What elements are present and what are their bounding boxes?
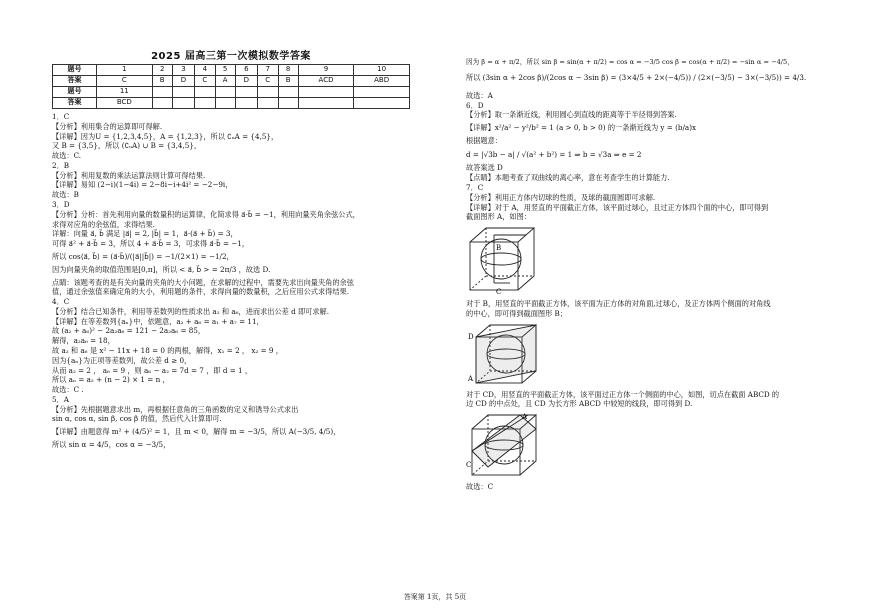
table-cell: B [152,76,172,87]
table-cell: 5 [215,65,235,76]
table-cell: 3 [172,65,194,76]
answer-table [52,64,410,109]
text-line: 6．D [466,100,484,110]
cube-figure-c [466,411,542,479]
text-line: 根据题意： [466,135,502,145]
cube-label-b: B [496,244,502,253]
text-line: 【分析】分析：首先利用向量的数量积的运算律，化简求得 a⃗·b⃗ = −1，利用向量夹角余弦公式， [52,209,360,219]
text-line: 所以 sin α = 4/5，cos α = −3/5， [52,440,171,449]
cube-label-a: A [468,374,474,383]
text-line: 故选：C [466,482,494,492]
table-cell [215,98,235,109]
table-cell [235,98,257,109]
text-line: 故 a₂ 和 a₆ 是 x² − 11x + 18 = 0 的两根，解得，x₁ = 2 ， x₂ = 9 ， [52,345,283,355]
text-line: 可得 a⃗² + a⃗·b⃗ = 3，所以 4 + a⃗·b⃗ = 3，可求得 a⃗·b⃗ = −1， [52,239,250,249]
table-cell: ABD [354,76,410,87]
table-cell: A [215,76,235,87]
text-line: 【分析】利用正方体内切球的性质，及球的截面圆即可求解. [466,192,656,202]
table-cell: D [172,76,194,87]
table-cell: 10 [354,65,410,76]
table-cell: 6 [235,65,257,76]
text-line: 故选：A [466,90,493,100]
text-line: 因为 β = α + π/2，所以 sin β = sin(α + π/2) = cos α = −3/5 cos β = cos(α + π/2) = −sin α = −4/5， [466,58,794,66]
cube-label-c: C [496,288,502,297]
table-cell: BCD [97,98,153,109]
text-line: 因为向量夹角的取值范围是[0,π]，所以 < a⃗, b⃗ > = 2π/3 ，故选 D. [52,264,271,274]
text-line: 的中心，即可得到截面图形 B； [466,308,568,318]
table-cell: 题号 [53,65,97,76]
text-line: 5．A [52,394,69,404]
left-column [52,112,410,453]
text-line: 所以 cos⟨a⃗, b⃗⟩ = (a⃗·b⃗)/(|a⃗||b⃗|) = −1/(2×1) = −1/2， [52,251,234,261]
text-line: 【分析】取一条渐近线，利用圆心到直线的距离等于半径得到答案. [466,110,677,120]
table-cell: 7 [258,65,279,76]
text-line: 故选：C . [52,385,84,395]
cube-label-d: D [468,332,474,341]
table-row [53,65,410,76]
text-line: 【分析】结合已知条件，利用等差数列的性质求出 a₂ 和 a₆，进而求出公差 d 即可求解. [52,306,330,316]
text-line: 故选：C. [52,151,82,161]
text-line: 又 B = {3,5}，所以 (∁ᵤA) ∪ B = {3,4,5}， [52,141,202,151]
text-line: 详解：向量 a⃗, b⃗ 满足 |a⃗| = 2, |b⃗| = 1，a⃗·(a⃗ + b⃗) = 3， [52,229,238,239]
table-cell [172,98,194,109]
text-line: 故选：B [52,190,79,200]
text-line: 边 CD 的中点处，且 CD 为长方形 ABCD 中较短的线段，即可得到 D. [466,399,693,409]
text-line: 【分析】利用集合的运算即可得解. [52,121,163,131]
table-cell [278,98,298,109]
table-cell [152,87,172,98]
text-line: 所以 (3sin α + 2cos β)/(2cos α − 3sin β) = (3×4/5 + 2×(−4/5)) / (2×(−3/5) − 3×(−3/5)) = 4/3. [466,72,807,82]
table-cell: 8 [278,65,298,76]
table-cell: C [258,76,279,87]
table-cell [215,87,235,98]
text-line: 从而 a₂ = 2 ， a₆ = 9 ，则 a₆ − a₂ = 7d = 7 ，即 d = 1 ， [52,365,253,375]
text-line: sin α, cos α, sin β, cos β 的值，然后代入计算即可. [52,414,222,424]
table-cell: 2 [152,65,172,76]
table-cell [152,98,172,109]
cube-label-a: A [522,413,528,422]
table-cell: 答案 [53,98,97,109]
cube-figure-a [466,224,538,296]
text-line: 值，通过余弦值来确定角的大小，利用题的条件，求得向量的数量积，之后应用公式求得结果. [52,287,349,297]
table-cell [258,98,279,109]
text-line: 2．B [52,160,70,170]
text-line: 【详解】对于 A，用竖直的平面截正方体，该平面过球心，且过正方体四个面的中心，即可得到 [466,202,769,212]
table-cell: C [195,76,216,87]
table-cell: 答案 [53,76,97,87]
table-cell [354,98,410,109]
table-cell: D [235,76,257,87]
table-cell [195,87,216,98]
text-line: 【分析】先根据题意求出 m，再根据任意角的三角函数的定义和诱导公式求出 [52,404,299,414]
right-column [466,58,822,492]
text-line: 故答案选 D [466,163,503,173]
text-line: 【分析】利用复数的乘法运算法则计算可得结果. [52,170,206,180]
text-line: 【详解】在等差数列{aₙ}中，依题意，a₂ + a₆ = a₁ + a₇ = 11， [52,316,264,326]
table-cell: 4 [195,65,216,76]
text-line: 【详解】因为U = {1,2,3,4,5}，A = {1,2,3}，所以 ∁ᵤA = {4,5}， [52,131,279,141]
table-cell [354,87,410,98]
text-line: 1．C [52,112,70,121]
table-cell [278,87,298,98]
text-line: 【详解】易知 (2−i)(1−4i) = 2−8i−i+4i² = −2−9i， [52,180,233,190]
text-line: 【点睛】本题考查了双曲线的离心率，意在考查学生的计算能力. [466,173,670,183]
text-line: 7．C [466,182,484,192]
text-line: 对于 B，用竖直的平面截正方体，该平面为正方体的对角面,过球心，及正方体两个侧面的对角线 [466,299,771,309]
text-line: 4．C [52,297,70,307]
table-cell [298,98,354,109]
text-line: 对于 CD，用竖直的平面截正方体，该平面过正方体一个侧面的中心，如图，切点在截面 ABCD 的 [466,389,780,399]
table-cell: 9 [298,65,354,76]
text-line: 3．D [52,200,70,210]
text-line: 因为{aₙ}为正项等差数列，故公差 d ≥ 0， [52,355,192,365]
table-row [53,87,410,98]
text-line: 求得对应角的余弦值，求得结果. [52,219,155,229]
table-row [53,98,410,109]
table-cell: 11 [97,87,153,98]
table-cell: ACD [298,76,354,87]
text-line: 所以 aₙ = a₂ + (n − 2) × 1 = n ， [52,375,170,385]
text-line: 【详解】x²/a² − y²/b² = 1 (a > 0, b > 0) 的一条渐近线为 y = (b/a)x [466,123,697,133]
text-line: 解得，a₂a₆ = 18， [52,336,115,346]
table-cell [298,87,354,98]
text-line: 截面图形 A，如图： [466,212,531,222]
cube-figure-b [466,321,540,387]
table-cell [235,87,257,98]
page-footer: 答案第 1页，共 5页 [403,593,467,601]
table-cell: 题号 [53,87,97,98]
text-line: 点睛：该题考查的是有关向量的夹角的大小问题，在求解的过程中，需要先求出向量夹角的余弦 [52,277,354,287]
table-cell: B [278,76,298,87]
text-line: 故 (a₂ + a₆)² − 2a₂a₆ = 121 − 2a₂a₆ = 85， [52,326,206,336]
table-cell: 1 [97,65,153,76]
table-cell [258,87,279,98]
table-cell [195,98,216,109]
text-line: d = |√3b − a| / √(a² + b²) = 1 ⇒ b = √3a ⇒ e = 2 [466,149,642,159]
table-row [53,76,410,87]
table-cell: C [97,76,153,87]
text-line: 【详解】由题意得 m² + (4/5)² = 1，且 m < 0，解得 m = −3/5，所以 A(−3/5, 4/5)， [52,427,341,437]
cube-label-c: C [466,461,472,470]
table-cell [172,87,194,98]
page-title: 2025 届高三第一次模拟数学答案 [151,51,311,62]
